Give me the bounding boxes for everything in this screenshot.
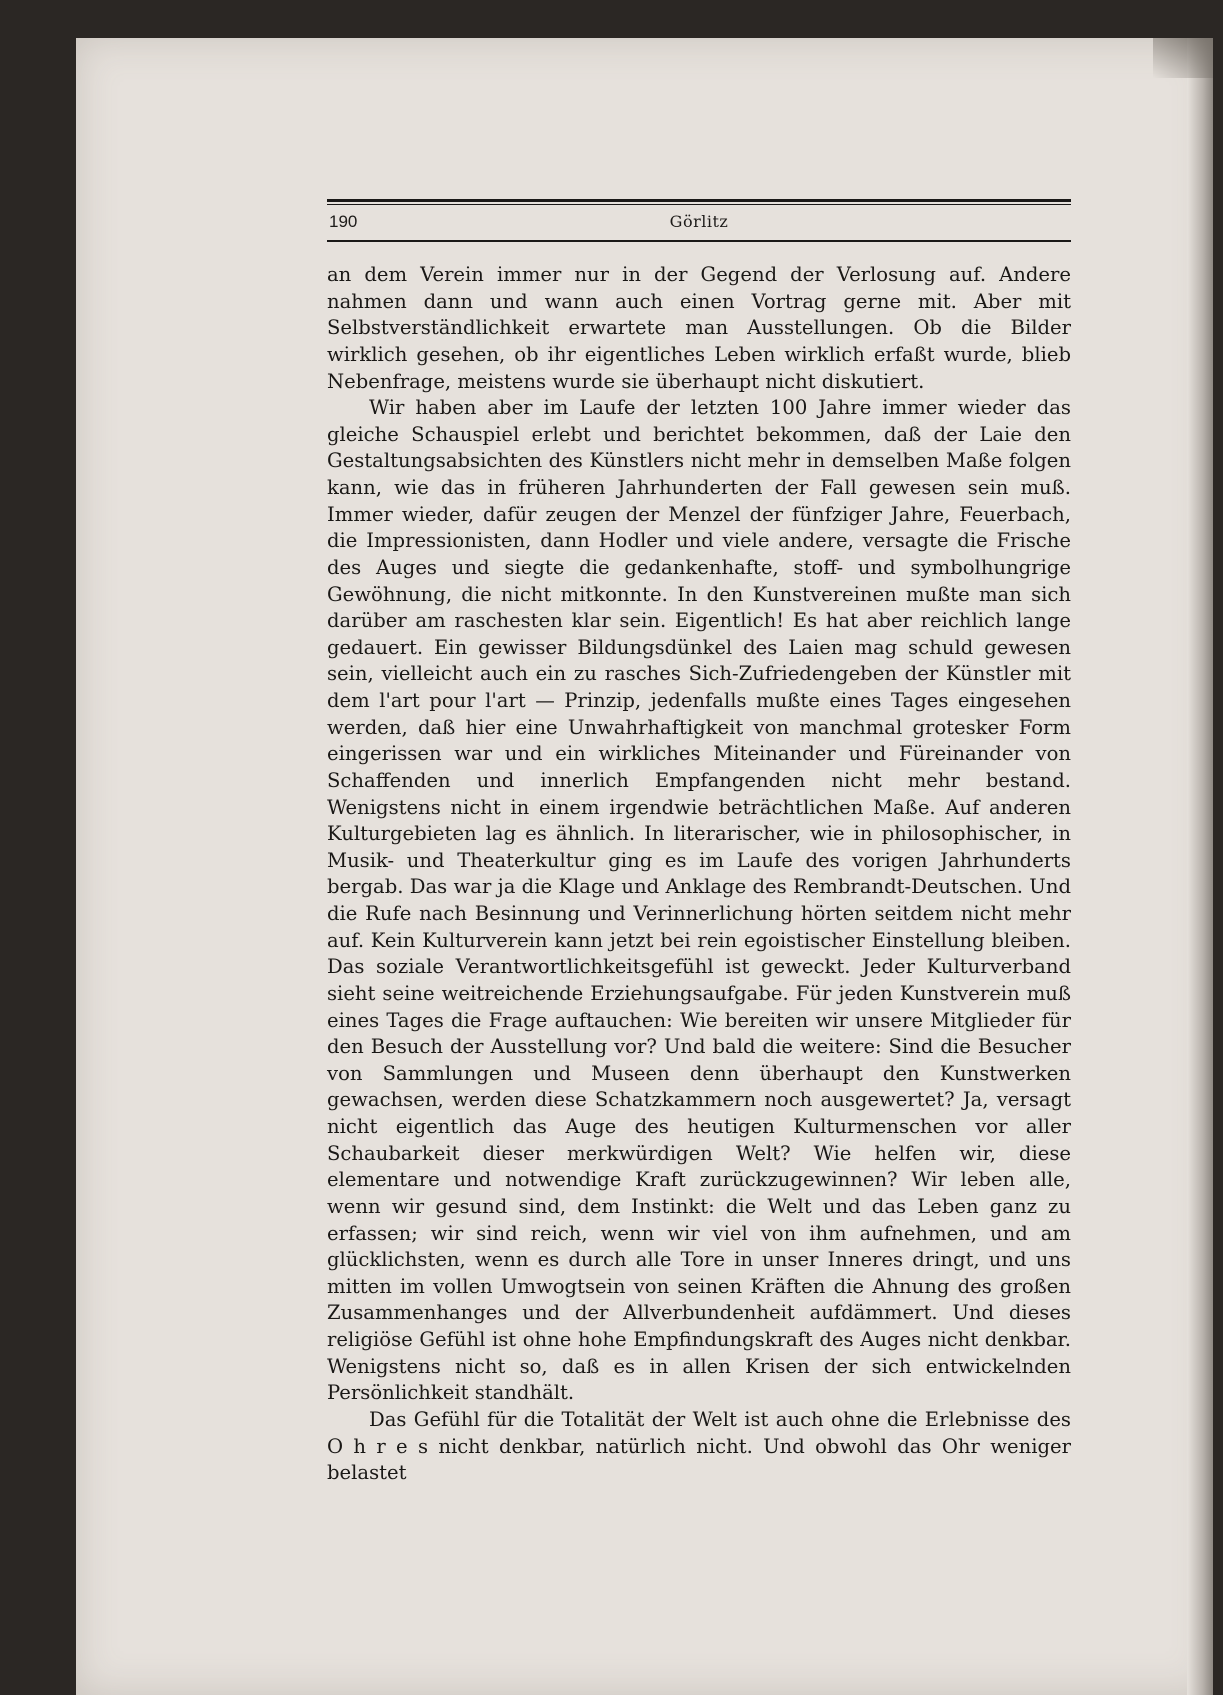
page-header — [327, 212, 1071, 236]
page-corner-shadow — [1153, 38, 1213, 78]
page-number: 190 — [329, 212, 358, 231]
paragraph-3: Das Gefühl für die Totalität der Welt ist auch ohne die Erlebnisse des O h r e s nicht denkbar, natürlich nicht. Und obwohl das Ohr weniger belastet — [327, 1407, 1071, 1485]
running-title: Görlitz — [669, 212, 729, 231]
paragraph-2: Wir haben aber im Laufe der letzten 100 Jahre immer wieder das gleiche Schauspiel erlebt und berichtet bekommen, daß der Laie den Gestaltungsabsichten des Künstlers nicht mehr in demselben Maße folgen kann, wie das in früheren Jahrhunderten der Fall gewesen sein muß. Immer wieder, dafür zeugen der Menzel der fünfziger Jahre, Feuerbach, die Impressionisten, dann Hodler und viele andere, versagte die Frische des Auges und siegte die gedankenhafte, stoff- und symbolhungrige Gewöhnung, die nicht mitkonnte. In den Kunstvereinen mußte man sich darüber am raschesten klar sein. Eigentlich! Es hat aber reichlich lange gedauert. Ein gewisser Bildungsdünkel des Laien mag schuld gewesen sein, vielleicht auch ein zu rasches Sich-Zufriedengeben der Künstler mit dem l'art pour l'art — Prinzip, jedenfalls mußte eines Tages eingesehen werden, daß hier eine Unwahrhaftigkeit von manchmal grotesker Form eingerissen war und ein wirkliches Miteinander und Füreinander von Schaffenden und innerlich Empfangenden nicht mehr bestand. Wenigstens nicht in einem irgendwie beträchtlichen Maße. Auf anderen Kulturgebieten lag es ähnlich. In literarischer, wie in philosophischer, in Musik- und Theaterkultur ging es im Laufe des vorigen Jahrhunderts bergab. Das war ja die Klage und Anklage des Rembrandt-Deutschen. Und die Rufe nach Besinnung und Verinnerlichung hörten seitdem nicht mehr auf. Kein Kulturverein kann jetzt bei rein egoistischer Einstellung bleiben. Das soziale Verantwortlichkeitsgefühl ist geweckt. Jeder Kulturverband sieht seine weitreichende Erziehungsaufgabe. Für jeden Kunstverein muß eines Tages die Frage auftauchen: Wie bereiten wir unsere Mitglieder für den Besuch der Ausstellung vor? Und bald die weitere: Sind die Besucher von Sammlungen und Museen denn überhaupt den Kunstwerken gewachsen, werden diese Schatzkammern noch ausgewertet? Ja, versagt nicht eigentlich das Auge des heutigen Kulturmenschen vor aller Schaubarkeit dieser merkwürdigen Welt? Wie helfen wir, diese elementare und notwendige Kraft zurückzugewinnen? Wir leben alle, wenn wir gesund sind, dem Instinkt: die Welt und das Leben ganz zu erfassen; wir sind reich, wenn wir viel von ihm aufnehmen, und am glücklichsten, wenn es durch alle Tore in unser Inneres dringt, und uns mitten im vollen Umwogtsein von seinen Kräften die Ahnung des großen Zusammenhanges und der Allverbundenheit aufdämmert. Und dieses religiöse Gefühl ist ohne hohe Empfindungskraft des Auges nicht denkbar. Wenigstens nicht so, daß es in allen Krisen der sich entwickelnden Persönlichkeit standhält. — [327, 396, 1071, 1405]
body-text — [327, 262, 1071, 1487]
header-rule-thin — [327, 204, 1071, 205]
paragraph-1: an dem Verein immer nur in der Gegend der Verlosung auf. Andere nahmen dann und wann auch einen Vortrag gerne mit. Aber mit Selbstverständlichkeit erwartete man Ausstellungen. Ob die Bilder wirklich gesehen, ob ihr eigentliches Leben wirklich erfaßt wurde, blieb Nebenfrage, meistens wurde sie überhaupt nicht diskutiert. — [327, 263, 1071, 393]
header-rule-thick — [327, 199, 1071, 202]
page-edge — [1187, 38, 1213, 1695]
header-rule-bottom — [327, 240, 1071, 242]
